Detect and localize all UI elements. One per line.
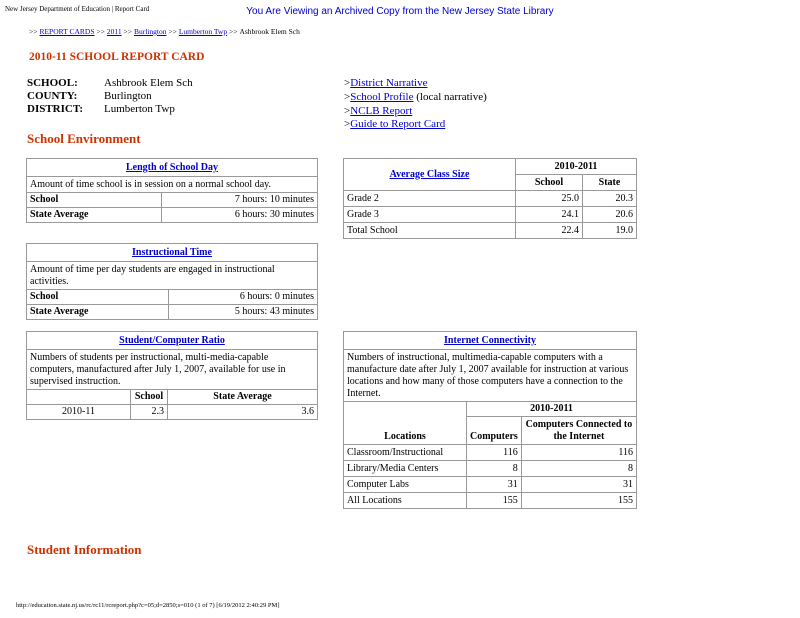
table-cell-school: 24.1: [516, 207, 583, 223]
internet-heading: [344, 332, 637, 350]
internet-link[interactable]: Internet Connectivity: [444, 334, 536, 346]
school-info: [27, 77, 193, 116]
report-links: [344, 77, 487, 132]
table-cell-connected: 155: [521, 493, 636, 509]
class-size-link[interactable]: Average Class Size: [389, 168, 470, 180]
breadcrumb-county[interactable]: Burlington: [133, 27, 167, 36]
computer-ratio-link[interactable]: Student/Computer Ratio: [119, 334, 225, 346]
table-row-label: State Average: [27, 305, 169, 320]
computer-ratio-description: Numbers of students per instructional, multi-media-capable computers, manufactured after July 1, 2007, available for use in supervised instruction.: [27, 350, 318, 390]
internet-year: 2010-2011: [467, 402, 637, 417]
guide-link[interactable]: Guide to Report Card: [350, 118, 446, 131]
computer-ratio-col-school: School: [131, 390, 168, 405]
archive-banner: You Are Viewing an Archived Copy from the New Jersey State Library: [246, 6, 554, 17]
breadcrumb: [29, 27, 302, 36]
breadcrumb-separator: >>: [29, 27, 38, 36]
county-label: COUNTY:: [27, 90, 78, 102]
instructional-time-heading: [27, 244, 318, 262]
table-cell-computers: 8: [467, 461, 522, 477]
school-label: SCHOOL:: [27, 77, 78, 89]
school-profile-link[interactable]: School Profile: [350, 90, 414, 103]
breadcrumb-separator: >>: [228, 27, 238, 36]
table-cell-school: 22.4: [516, 223, 583, 239]
page-footer-url: http://education.state.nj.us/rc/rc11/rcreport.php?c=05;d=2850;s=010 (1 of 7) [6/19/2012 2:40:29 PM]: [16, 602, 280, 609]
link-prefix: >: [344, 90, 351, 103]
county-value: Burlington: [104, 90, 152, 102]
link-prefix: >: [344, 77, 351, 89]
table-cell-school: 2.3: [131, 405, 168, 420]
table-cell-connected: 116: [521, 445, 636, 461]
breadcrumb-separator: >>: [168, 27, 177, 36]
instructional-time-description: Amount of time per day students are engaged in instructional activities.: [27, 262, 318, 290]
link-prefix: >: [344, 104, 351, 117]
instructional-time-table: [26, 243, 318, 320]
table-row-label: Total School: [344, 223, 516, 239]
table-row-label: School: [27, 290, 169, 305]
internet-description: Numbers of instructional, multimedia-capable computers with a manufacture date after July 1, 2007 available for instruction at various locations and how many of those computers have a connection to the Internet.: [344, 350, 637, 402]
section-school-environment: School Environment: [27, 131, 141, 146]
table-cell-computers: 31: [467, 477, 522, 493]
class-size-heading: [344, 159, 516, 191]
length-of-day-heading: [27, 159, 318, 177]
district-narrative-link[interactable]: District Narrative: [350, 77, 428, 89]
class-size-table: [343, 158, 637, 239]
table-row-label: Computer Labs: [344, 477, 467, 493]
page-title: 2010-11 SCHOOL REPORT CARD: [29, 51, 205, 63]
table-cell-state: 3.6: [168, 405, 318, 420]
table-row-label: 2010-11: [27, 405, 131, 420]
table-cell-state: 19.0: [583, 223, 637, 239]
breadcrumb-year[interactable]: 2011: [106, 27, 122, 36]
page-header-left: New Jersey Department of Education | Report Card: [5, 5, 150, 13]
table-cell-connected: 8: [521, 461, 636, 477]
instructional-time-link[interactable]: Instructional Time: [132, 246, 212, 258]
breadcrumb-report-cards[interactable]: REPORT CARDS: [39, 27, 95, 36]
table-row-value: 6 hours: 0 minutes: [169, 290, 318, 305]
breadcrumb-separator: >>: [96, 27, 105, 36]
nclb-report-link[interactable]: NCLB Report: [350, 104, 413, 117]
length-of-day-table: [26, 158, 318, 223]
length-of-day-description: Amount of time school is in session on a normal school day.: [27, 177, 318, 193]
district-value: Lumberton Twp: [104, 103, 175, 115]
breadcrumb-separator: >>: [123, 27, 132, 36]
table-row-value: 6 hours: 30 minutes: [162, 208, 318, 223]
table-header-blank: [27, 390, 131, 405]
table-row-value: 7 hours: 10 minutes: [162, 193, 318, 208]
table-cell-connected: 31: [521, 477, 636, 493]
table-row-label: School: [27, 193, 162, 208]
computer-ratio-table: [26, 331, 318, 420]
section-student-information: Student Information: [27, 542, 142, 557]
table-cell-school: 25.0: [516, 191, 583, 207]
breadcrumb-district[interactable]: Lumberton Twp: [178, 27, 228, 36]
table-row-label: All Locations: [344, 493, 467, 509]
length-of-day-link[interactable]: Length of School Day: [126, 161, 218, 173]
class-size-col-school: School: [516, 175, 583, 191]
class-size-year: 2010-2011: [516, 159, 637, 175]
internet-table: [343, 331, 637, 509]
table-cell-state: 20.6: [583, 207, 637, 223]
internet-col-locations: Locations: [344, 402, 467, 445]
table-row-label: State Average: [27, 208, 162, 223]
table-row-label: Library/Media Centers: [344, 461, 467, 477]
computer-ratio-col-state: State Average: [168, 390, 318, 405]
table-row-label: Grade 2: [344, 191, 516, 207]
table-cell-computers: 155: [467, 493, 522, 509]
internet-col-computers: Computers: [467, 417, 522, 445]
link-prefix: >: [344, 118, 351, 131]
school-profile-note: (local narrative): [413, 90, 487, 103]
table-cell-state: 20.3: [583, 191, 637, 207]
breadcrumb-school: Ashbrook Elem Sch: [239, 27, 300, 36]
table-row-label: Grade 3: [344, 207, 516, 223]
table-cell-computers: 116: [467, 445, 522, 461]
computer-ratio-heading: [27, 332, 318, 350]
class-size-col-state: State: [583, 175, 637, 191]
school-value: Ashbrook Elem Sch: [104, 77, 193, 89]
internet-col-connected: Computers Connected to the Internet: [521, 417, 636, 445]
district-label: DISTRICT:: [27, 103, 84, 115]
table-row-label: Classroom/Instructional: [344, 445, 467, 461]
table-row-value: 5 hours: 43 minutes: [169, 305, 318, 320]
